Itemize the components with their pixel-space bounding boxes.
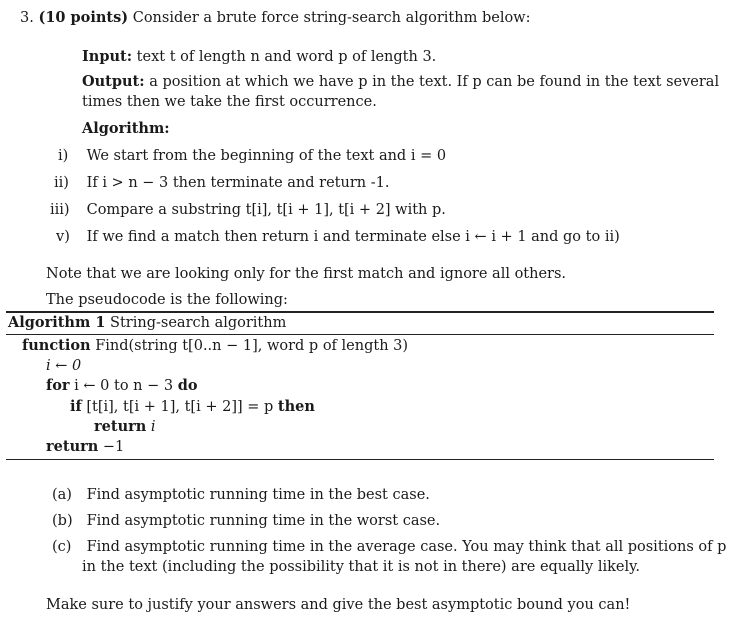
problem-intro: Consider a brute force string-search algorithm below: — [132, 10, 531, 26]
algorithm-label: Algorithm: — [82, 120, 170, 137]
step-item — [56, 228, 620, 246]
step-marker: iii) — [50, 202, 70, 218]
pseudocode-keyword: then — [277, 398, 315, 415]
question-item — [52, 486, 430, 504]
question-item — [52, 512, 440, 530]
algorithm-mid-rule — [6, 334, 714, 335]
question-text: Find asymptotic running time in the best case. — [86, 487, 430, 503]
note-pseudocode: The pseudocode is the following: — [46, 292, 288, 308]
algorithm-caption-number: Algorithm 1 — [8, 314, 106, 331]
pseudocode-text: i ← 0 — [46, 358, 82, 374]
pseudocode-text: −1 — [102, 439, 125, 455]
input-label: Input: — [82, 48, 133, 65]
step-item — [54, 174, 389, 192]
step-text: If we find a match then return i and terminate else i ← i + 1 and go to ii) — [86, 229, 620, 245]
pseudocode-line — [46, 438, 124, 456]
pseudocode-text: [t[i], t[i + 1], t[i + 2]] = p — [86, 399, 274, 415]
step-marker: v) — [56, 229, 70, 245]
step-text: If i > n − 3 then terminate and return -1. — [86, 175, 390, 191]
output-spec — [82, 73, 719, 91]
algorithm-caption-title: String-search algorithm — [110, 315, 287, 331]
pseudocode-text: i — [150, 419, 156, 435]
step-text: Compare a substring t[i], t[i + 1], t[i + 2] with p. — [86, 202, 446, 218]
algorithm-bottom-rule — [6, 459, 714, 460]
step-marker: i) — [58, 148, 69, 164]
step-marker: ii) — [54, 175, 69, 191]
question-text: Find asymptotic running time in the average case. You may think that all positions of p — [86, 539, 727, 555]
pseudocode-keyword: for — [46, 377, 70, 394]
problem-heading — [20, 9, 530, 27]
pseudocode-keyword: do — [177, 377, 198, 394]
pseudocode-keyword: function — [22, 337, 91, 354]
pseudocode-line — [94, 418, 156, 436]
note-first-match: Note that we are looking only for the first match and ignore all others. — [46, 266, 567, 282]
pseudocode-text: Find(string t[0..n − 1], word p of length 3) — [95, 338, 409, 354]
pseudocode-keyword: return — [94, 418, 147, 435]
output-line-1: a position at which we have p in the text. If p can be found in the text several — [149, 74, 720, 90]
question-marker: (c) — [52, 539, 72, 555]
question-continuation: in the text (including the possibility that it is not in there) are equally likely. — [82, 559, 641, 575]
step-text: We start from the beginning of the text and i = 0 — [86, 148, 447, 164]
closing-instruction: Make sure to justify your answers and give the best asymptotic bound you can! — [46, 597, 631, 613]
pseudocode-keyword: if — [70, 398, 82, 415]
problem-number: 3. — [20, 10, 34, 26]
input-text: text t of length n and word p of length 3. — [136, 49, 437, 65]
problem-points: (10 points) — [38, 9, 129, 26]
algorithm-top-rule — [6, 311, 714, 313]
output-label: Output: — [82, 73, 145, 90]
pseudocode-text: i ← 0 to n − 3 — [74, 378, 174, 394]
step-item — [50, 201, 446, 219]
question-marker: (b) — [52, 513, 73, 529]
input-spec — [82, 48, 436, 66]
output-line-2: times then we take the first occurrence. — [82, 94, 377, 110]
pseudocode-keyword: return — [46, 438, 99, 455]
pseudocode-line — [22, 337, 408, 355]
question-marker: (a) — [52, 487, 72, 503]
pseudocode-line — [46, 377, 198, 395]
pseudocode-line — [46, 357, 81, 375]
step-item — [58, 147, 446, 165]
question-text: Find asymptotic running time in the worst case. — [86, 513, 441, 529]
algorithm-caption — [8, 314, 286, 332]
question-item — [52, 538, 726, 556]
pseudocode-line — [70, 398, 315, 416]
